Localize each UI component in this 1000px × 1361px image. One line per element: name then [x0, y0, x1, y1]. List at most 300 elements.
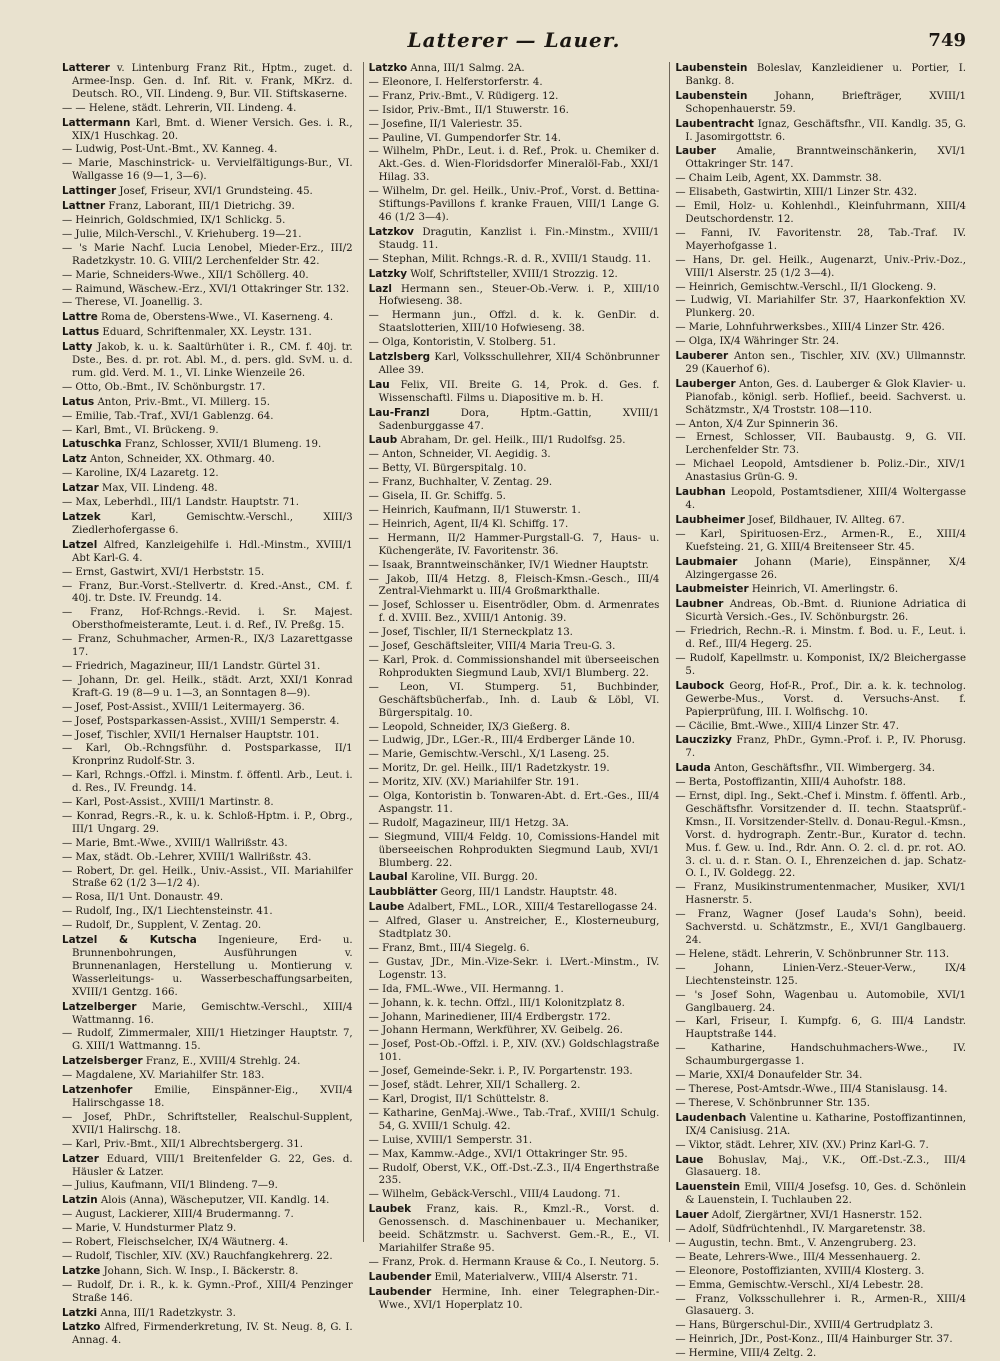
- directory-entry: [675, 145, 966, 172]
- entry-text: — Emil, Holz- u. Kohlenhdl., Kleinfuhrmann, XIII/4 Deutschordenstr. 12.: [675, 201, 967, 225]
- entry-text: — Josef, Tischler, II/1 Sterneckplatz 13.: [368, 627, 573, 639]
- entry-text: — Pauline, VI. Gumpendorfer Str. 14.: [368, 132, 561, 144]
- entry-surname: Lau-Franzl: [368, 406, 430, 419]
- directory-entry: [369, 463, 660, 476]
- entry-text: Emil, VIII/4 Josefsg. 10, Ges. d. Schönlein & Lauenstein, I. Tuchlauben 22.: [685, 1182, 967, 1207]
- entry-text: — Rudolf, Tischler, XIV. (XV.) Rauchfangkehrerg. 22.: [62, 1250, 333, 1262]
- directory-entry: [369, 77, 660, 90]
- directory-entry: [62, 634, 353, 660]
- entry-text: — Michael Leopold, Amtsdiener b. Poliz.-Dir., XIV/1 Anastasius Grün-G. 9.: [675, 459, 967, 484]
- directory-entry: [369, 682, 660, 721]
- entry-text: Johann, Sich. W. Insp., I. Bäckerstr. 8.: [103, 1265, 299, 1277]
- directory-entry: [62, 539, 353, 566]
- directory-entry: [369, 791, 660, 817]
- directory-entry: [62, 1139, 353, 1152]
- directory-entry: [62, 1194, 353, 1208]
- entry-text: — Karl, Spirituosen-Erz., Armen-R., E., XIII/4 Kuefsteing. 21, G. XIII/4 Breitenseer Str. 45.: [675, 528, 967, 553]
- entry-text: Franz, Schlosser, XVII/1 Blumeng. 19.: [124, 439, 322, 451]
- entry-text: — Karl, Rchngs.-Offzl. i. Minstm. f. öffentl. Arb., Leut. i. d. Res., IV. Freundg. 14.: [62, 770, 353, 795]
- directory-entry: [369, 871, 660, 885]
- directory-entry: [675, 295, 966, 321]
- directory-entry: [369, 735, 660, 748]
- directory-entry: [369, 1203, 660, 1256]
- directory-entry: [675, 1098, 966, 1111]
- entry-text: Marie, Gemischtw.-Verschl., XIII/4 Wattmanng. 16.: [72, 1001, 353, 1026]
- directory-entry: [62, 297, 353, 310]
- entry-surname: Laubek: [368, 1203, 412, 1216]
- entry-text: — Fanni, IV. Favoritenstr. 28, Tab.-Traf. IV. Mayerhofgasse 1.: [675, 227, 967, 252]
- directory-entry: [369, 600, 660, 626]
- entry-text: — Friedrich, Magazineur, III/1 Landstr. Gürtel 31.: [62, 660, 321, 672]
- entry-text: — Josefine, II/1 Valeriestr. 35.: [368, 118, 523, 130]
- entry-surname: Latzenhofer: [62, 1084, 133, 1097]
- entry-text: — Olga, Kontoristin, V. Stolberg. 51.: [368, 337, 556, 349]
- entry-surname: Laubender: [368, 1285, 432, 1298]
- directory-entry: [62, 326, 353, 340]
- directory-entry: [62, 675, 353, 701]
- entry-surname: Laubner: [675, 598, 724, 611]
- directory-entry: [675, 1181, 966, 1208]
- directory-entry: [369, 886, 660, 900]
- column-2: [363, 62, 660, 1311]
- directory-entry: [369, 1039, 660, 1065]
- entry-text: — Marie, Schneiders-Wwe., XII/1 Schöllerg. 40.: [62, 269, 309, 281]
- entry-surname: Latzek: [62, 511, 101, 523]
- directory-entry: [62, 1251, 353, 1264]
- entry-text: — Karl, Prok. d. Commissionshandel mit überseeischen Rohprodukten Siegmund Laub, XVI/1 Blumberg. 22.: [368, 654, 660, 679]
- directory-entry: [62, 716, 353, 729]
- entry-text: — Ida, FML.-Wwe., VII. Hermanng. 1.: [368, 983, 564, 995]
- entry-text: — Rudolf, Kapellmstr. u. Komponist, IX/2 Bleichergasse 5.: [675, 652, 967, 677]
- entry-surname: Lauczizky: [675, 734, 732, 747]
- entry-text: — Gisela, II. Gr. Schiffg. 5.: [368, 491, 506, 503]
- directory-entry: [369, 777, 660, 790]
- entry-surname: Laubenstein: [675, 89, 748, 102]
- directory-entry: [62, 284, 353, 297]
- entry-text: — Eleonore, I. Helferstorferstr. 4.: [368, 76, 543, 88]
- directory-entry: [675, 187, 966, 200]
- directory-entry: [62, 511, 353, 538]
- directory-entry: [369, 1012, 660, 1025]
- page-number: 749: [928, 30, 966, 51]
- directory-entry: [369, 749, 660, 762]
- entry-text: — Josef, PhDr., Schriftsteller, Realschul-Supplent, XVII/1 Halirschg. 18.: [62, 1111, 353, 1136]
- directory-entry: [675, 529, 966, 555]
- directory-entry: [62, 185, 353, 199]
- directory-entry: [675, 255, 966, 281]
- entry-surname: Latzke: [62, 1264, 101, 1277]
- directory-entry: [675, 990, 966, 1016]
- entry-text: Jakob, k. u. k. Saaltürhüter i. R., CM. f. 40j. tr. Dste., Bes. d. pr. rot. Abl. M., d. pers. gld. SvM. u. d. rum. gld. Verd. M. 1., VI. Linke Wienzeile 26.: [72, 342, 353, 379]
- entry-text: Anna, III/1 Radetzkystr. 3.: [100, 1307, 236, 1319]
- directory-entry: [369, 984, 660, 997]
- entry-text: — Heinrich, Gemischtw.-Verschl., II/1 Glockeng. 9.: [675, 281, 937, 293]
- entry-text: Bohuslav, Maj., V.K., Off.-Dst.-Z.3., III/4 Glasauerg. 18.: [685, 1154, 967, 1179]
- directory-entry: [62, 1237, 353, 1250]
- directory-entry: [369, 268, 660, 282]
- entry-text: — Ernest, Schlosser, VII. Baubaustg. 9, G. VII. Lerchenfelder Str. 73.: [675, 432, 967, 457]
- directory-entry: [62, 1180, 353, 1193]
- entry-text: — Therese, VI. Joanellig. 3.: [62, 297, 203, 309]
- entry-text: — Leon, VI. Stumperg. 51, Buchbinder, Geschäftsbücherfab., Inh. d. Laub & Löbl, VI. Bürgerspitalg. 10.: [368, 681, 660, 719]
- entry-text: — Rudolf, Oberst, V.K., Off.-Dst.-Z.3., II/4 Engerthstraße 235.: [368, 1162, 660, 1187]
- directory-entry: [369, 957, 660, 983]
- directory-entry: [369, 818, 660, 831]
- directory-entry: [369, 146, 660, 185]
- entry-text: Georg, III/1 Landstr. Hauptstr. 48.: [440, 887, 618, 899]
- entry-text: Anton, Schneider, XX. Othmarg. 40.: [89, 454, 275, 466]
- entry-text: Karl, Bmt. d. Wiener Versich. Ges. i. R., XIX/1 Huschkag. 20.: [72, 117, 353, 142]
- directory-entry: [62, 1307, 353, 1321]
- entry-text: — Emilie, Tab.-Traf., XVI/1 Gablenzg. 64.: [62, 410, 274, 422]
- entry-text: — Josef, Post-Ob.-Offzl. i. P., XIV. (XV.) Goldschlagstraße 101.: [368, 1039, 660, 1064]
- directory-entry: [369, 449, 660, 462]
- directory-entry: [675, 90, 966, 117]
- entry-text: — Elisabeth, Gastwirtin, XIII/1 Linzer Str. 432.: [675, 187, 918, 199]
- directory-entry: [62, 243, 353, 269]
- entry-text: — Rudolf, Magazineur, III/1 Hetzg. 3A.: [368, 817, 569, 829]
- entry-text: Ignaz, Geschäftsfhr., VII. Kandlg. 35, G. I. Jasomirgottstr. 6.: [685, 118, 967, 143]
- directory-entry: [675, 1112, 966, 1139]
- directory-entry: [675, 1334, 966, 1347]
- entry-text: — Hans, Dr. gel. Heilk., Augenarzt, Univ.-Priv.-Doz., VIII/1 Alserstr. 25 (1/2 3—4).: [675, 254, 967, 279]
- directory-entry: [369, 655, 660, 681]
- entry-surname: Lauberger: [675, 377, 736, 390]
- directory-entry: [369, 491, 660, 504]
- entry-text: Anton, Geschäftsfhr., VII. Wimbergerg. 34.: [714, 763, 936, 775]
- directory-entry: [62, 411, 353, 424]
- directory-entry: [675, 963, 966, 989]
- entry-text: Karoline, VII. Burgg. 20.: [410, 872, 538, 884]
- directory-entry: [675, 791, 966, 881]
- entry-text: Dora, Hptm.-Gattin, XVIII/1 Sadenburggasse 47.: [378, 407, 660, 432]
- entry-surname: Laubentracht: [675, 117, 754, 130]
- entry-text: Anton sen., Tischler, XIV. (XV.) Ullmannstr. 29 (Kauerhof 6).: [685, 351, 967, 375]
- entry-text: — Ernst, dipl. Ing., Sekt.-Chef i. Minstm. f. öffentl. Arb., Geschäftsfhr. Vorsitzender d. II. techn. Staatsprüf.-Kmsn., II. Vorsitzender-Stellv. d. Donau-Regul.-Kmsn., Vorst. d. hydrograph. Zentr.-Bur., Kurator d. techn. Mus. f. Gew. u. Ind., Rdr. Ann. O. 2. cl. d. pr. rot. AO. 3. cl. u. d. r. Stan. O. I., Ehrenzeichen d. jap. Schatz-O. I., IV. Goldegg. 22.: [675, 791, 967, 880]
- entry-surname: Lattre: [62, 311, 98, 324]
- page-title: Latterer — Lauer.: [407, 28, 621, 52]
- directory-entry: [62, 468, 353, 481]
- entry-text: Franz, PhDr., Gymn.-Prof. i. P., IV. Phorusg. 7.: [685, 735, 966, 760]
- entry-surname: Lauberer: [675, 350, 729, 363]
- entry-surname: Latus: [62, 395, 95, 408]
- entry-text: Josef, Friseur, XVI/1 Grundsteing. 45.: [119, 186, 313, 198]
- entry-text: — Raimund, Wäschew.-Erz., XVI/1 Ottakringer Str. 132.: [62, 283, 350, 295]
- entry-text: — Moritz, XIV. (XV.) Mariahilfer Str. 191.: [368, 777, 579, 789]
- directory-entry: [62, 144, 353, 157]
- entry-surname: Lattner: [62, 200, 106, 213]
- directory-entry: [369, 407, 660, 434]
- entry-text: — Franz, Bmt., III/4 Siegelg. 6.: [368, 943, 530, 954]
- entry-surname: Latzelberger: [62, 1000, 137, 1013]
- directory-entry: [62, 1028, 353, 1054]
- entry-text: — Karl, Friseur, I. Kumpfg. 6, G. III/4 Landstr. Hauptstraße 144.: [675, 1016, 967, 1041]
- directory-entry: [675, 1084, 966, 1097]
- directory-entry: [62, 1280, 353, 1306]
- directory-entry: [369, 1163, 660, 1189]
- entry-text: — Franz, Hof-Rchngs.-Revid. i. Sr. Majest. Obersthofmeisteramte, Leut. i. d. Ref., IV. Preßg. 15.: [62, 607, 353, 632]
- entry-text: — Luise, XVIII/1 Semperstr. 31.: [368, 1134, 533, 1146]
- entry-surname: Laube: [368, 901, 405, 914]
- entry-surname: Latzelsberger: [62, 1055, 143, 1068]
- entry-text: — Karl, Drogist, II/1 Schüttelstr. 8.: [368, 1093, 549, 1105]
- entry-text: — Karl, Post-Assist., XVIII/1 Martinstr. 8.: [62, 797, 274, 809]
- directory-entry: [369, 1149, 660, 1162]
- entry-surname: Latzel & Kutscha: [62, 934, 197, 947]
- directory-entry: [675, 173, 966, 186]
- entry-text: — Johann Hermann, Werkführer, XV. Geibelg. 26.: [368, 1025, 623, 1037]
- entry-text: — Johann, Linien-Verz.-Steuer-Verw., IX/4 Liechtensteinstr. 125.: [675, 962, 967, 987]
- directory-entry: [675, 486, 966, 513]
- entry-text: — Jakob, III/4 Hetzg. 8, Fleisch-Kmsn.-Gesch., III/4 Zentral-Viehmarkt u. III/4 Großmarkthalle.: [368, 573, 660, 598]
- entry-surname: Lazl: [368, 282, 392, 295]
- entry-text: Johann, Briefträger, XVIII/1 Schopenhauerstr. 59.: [685, 90, 966, 115]
- entry-text: — Marie, Maschinstrick- u. Vervielfältigungs-Bur., VI. Wallgasse 16 (9—1, 3—6).: [62, 158, 353, 183]
- entry-text: — Viktor, städt. Lehrer, XIV. (XV.) Prinz Karl-G. 7.: [675, 1139, 929, 1151]
- entry-text: Dragutin, Kanzlist i. Fin.-Minstm., XVIII/1 Staudg. 11.: [378, 226, 660, 251]
- directory-entry: [369, 1108, 660, 1134]
- entry-text: — Ludwig, VI. Mariahilfer Str. 37, Haarkonfektion XV. Plunkerg. 20.: [675, 295, 967, 320]
- directory-entry: [62, 425, 353, 438]
- entry-text: — Wilhelm, Dr. gel. Heilk., Univ.-Prof., Vorst. d. Bettina-Stiftungs-Pavillons f. kranke Frauen, VIII/1 Lange G. 46 (1/2 3—4).: [368, 186, 660, 223]
- entry-text: Josef, Bildhauer, IV. Allteg. 67.: [748, 514, 905, 526]
- entry-text: — Rudolf, Zimmermaler, XIII/1 Hietzinger Hauptstr. 7, G. XIII/1 Wattmanng. 15.: [62, 1028, 353, 1053]
- entry-text: Boleslav, Kanzleidiener u. Portier, I. Bankg. 8.: [685, 63, 966, 87]
- entry-surname: Lattus: [62, 326, 100, 339]
- entry-surname: Laubblätter: [368, 886, 438, 899]
- directory-entry: [62, 567, 353, 580]
- entry-text: Franz, Laborant, III/1 Dietrichg. 39.: [108, 201, 295, 213]
- entry-surname: Laubender: [368, 1270, 432, 1283]
- entry-text: — Hans, Bürgerschul-Dir., XVIII/4 Gertrudplatz 3.: [675, 1320, 934, 1332]
- directory-entry: [369, 254, 660, 267]
- directory-entry: [62, 797, 353, 810]
- entry-text: — Franz, Prok. d. Hermann Krause & Co., I. Neutorg. 5.: [368, 1256, 660, 1268]
- entry-surname: Latterer: [62, 62, 110, 74]
- directory-entry: [675, 1320, 966, 1333]
- entry-text: — Max, Kammw.-Adge., XVI/1 Ottakringer Str. 95.: [368, 1148, 628, 1160]
- directory-entry: [675, 949, 966, 962]
- entry-text: — Leopold, Schneider, IX/3 Gießerg. 8.: [368, 721, 571, 733]
- entry-text: — Magdalene, XV. Mariahilfer Str. 183.: [62, 1070, 265, 1082]
- directory-entry: [369, 105, 660, 118]
- directory-entry: [675, 721, 966, 734]
- entry-surname: Latzko: [368, 62, 408, 74]
- entry-surname: Lauber: [675, 145, 716, 158]
- directory-entry: [675, 777, 966, 790]
- directory-entry: [62, 743, 353, 769]
- directory-entry: [675, 1224, 966, 1237]
- entry-text: — Katharine, Handschuhmachers-Wwe., IV. Schaumburgergasse 1.: [675, 1043, 967, 1068]
- directory-entry: [675, 653, 966, 679]
- entry-text: — Josef, Postsparkassen-Assist., XVIII/1 Semperstr. 4.: [62, 715, 340, 727]
- entry-text: — Isidor, Priv.-Bmt., II/1 Stuwerstr. 16.: [368, 104, 569, 116]
- directory-entry: [369, 1135, 660, 1148]
- entry-text: Emil, Materialverw., VIII/4 Alserstr. 71.: [434, 1271, 638, 1283]
- directory-entry: [62, 892, 353, 905]
- entry-text: — Karl, Ob.-Rchngsführ. d. Postsparkasse, II/1 Kronprinz Rudolf-Str. 3.: [62, 743, 353, 768]
- entry-text: — Beate, Lehrers-Wwe., III/4 Messenhauerg. 2.: [675, 1251, 921, 1263]
- entry-text: — Karl, Priv.-Bmt., XII/1 Albrechtsbergerg. 31.: [62, 1138, 303, 1150]
- entry-text: — Franz, Wagner (Josef Lauda's Sohn), beeid. Sachverstd. u. Schätzmstr., E., XVI/1 Ganglbauerg. 24.: [675, 909, 967, 946]
- entry-text: Abraham, Dr. gel. Heilk., III/1 Rudolfsg. 25.: [400, 435, 626, 447]
- entry-text: — Rudolf, Ing., IX/1 Liechtensteinstr. 41.: [62, 906, 273, 918]
- entry-text: — Josef, städt. Lehrer, XII/1 Schallerg. 2.: [368, 1080, 581, 1092]
- entry-text: — Berta, Postoffizantin, XIII/4 Auhofstr. 188.: [675, 777, 906, 789]
- entry-text: — Josef, Geschäftsleiter, VIII/4 Maria Treu-G. 3.: [368, 641, 616, 653]
- entry-surname: Latzkov: [368, 225, 414, 238]
- entry-surname: Lattinger: [62, 185, 117, 198]
- directory-entry: [369, 91, 660, 104]
- directory-entry: [62, 482, 353, 496]
- directory-entry: [675, 378, 966, 418]
- directory-entry: [62, 661, 353, 674]
- directory-entry: [369, 62, 660, 76]
- directory-entry: [369, 477, 660, 490]
- entry-text: — Marie, Gemischtw.-Verschl., X/1 Laseng. 25.: [368, 749, 610, 761]
- directory-entry: [675, 680, 966, 720]
- directory-entry: [62, 438, 353, 452]
- directory-entry: [62, 1070, 353, 1083]
- directory-entry: [369, 574, 660, 600]
- entry-text: — Friedrich, Rechn.-R. i. Minstm. f. Bod. u. F., Leut. i. d. Ref., III/4 Hegerg. 25.: [675, 626, 967, 651]
- directory-entry: [62, 730, 353, 743]
- entry-surname: Latty: [62, 341, 93, 354]
- entry-text: — Wilhelm, PhDr., Leut. i. d. Ref., Prok. u. Chemiker d. Akt.-Ges. d. Wien-Floridsdorfer Mineralöl-Fab., XXI/1 Hilag. 33.: [368, 146, 660, 184]
- entry-text: Alois (Anna), Wäscheputzer, VII. Kandlg. 14.: [100, 1195, 330, 1207]
- directory-entry: [675, 350, 966, 377]
- entry-text: — Siegmund, VIII/4 Feldg. 10, Comissions-Handel mit überseeischen Rohprodukten Siegmund Laub, XVI/1 Blumberg. 22.: [368, 831, 660, 869]
- directory-entry: [369, 998, 660, 1011]
- entry-text: — Ludwig, Post-Unt.-Bmt., XV. Kanneg. 4.: [62, 144, 278, 156]
- directory-entry: [369, 1025, 660, 1038]
- directory-entry: [62, 934, 353, 1000]
- directory-entry: [369, 337, 660, 350]
- directory-entry: [369, 722, 660, 735]
- entry-surname: Laubheimer: [675, 513, 745, 526]
- entry-surname: Lauenstein: [675, 1181, 740, 1194]
- entry-text: — Max, städt. Ob.-Lehrer, XVIII/1 Wallrißstr. 43.: [62, 851, 312, 863]
- entry-text: — Marie, Bmt.-Wwe., XVIII/1 Wallrißstr. 43.: [62, 837, 288, 849]
- entry-text: — Robert, Fleischselcher, IX/4 Wäutnerg. 4.: [62, 1237, 289, 1249]
- directory-entry: [369, 1271, 660, 1285]
- directory-entry: [62, 158, 353, 184]
- entry-surname: Laudenbach: [675, 1111, 747, 1124]
- entry-text: Alfred, Firmenderkretung, IV. St. Neug. 8, G. I. Annag. 4.: [72, 1322, 353, 1347]
- entry-text: Hermine, Inh. einer Telegraphen-Dir.-Wwe., XVI/1 Hoperplatz 10.: [378, 1286, 660, 1311]
- entry-text: — Johann, k. k. techn. Offzl., III/1 Kolonitzplatz 8.: [368, 997, 625, 1009]
- entry-text: — Johann, Dr. gel. Heilk., städt. Arzt, XXI/1 Konrad Kraft-G. 19 (8—9 u. 1—3, an Sonntagen 8—9).: [62, 674, 353, 699]
- entry-surname: Latz: [62, 453, 87, 466]
- directory-entry: [675, 1140, 966, 1153]
- entry-text: — August, Lackierer, XIII/4 Brudermanng. 7.: [62, 1209, 294, 1221]
- entry-surname: Laue: [675, 1153, 704, 1166]
- directory-entry: [675, 514, 966, 528]
- entry-surname: Laubal: [368, 871, 408, 884]
- directory-entry: [369, 283, 660, 310]
- entry-text: — Rudolf, Dr. i. R., k. k. Gymn.-Prof., XIII/4 Penzinger Straße 146.: [62, 1279, 353, 1304]
- column-1: [62, 62, 353, 1347]
- directory-entry: [62, 811, 353, 837]
- entry-text: — Wilhelm, Gebäck-Verschl., VIII/4 Laudong. 71.: [368, 1189, 621, 1201]
- entry-text: — Olga, Kontoristin b. Tonwaren-Abt. d. Ert.-Ges., III/4 Aspangstr. 11.: [368, 791, 660, 815]
- directory-entry: [675, 734, 966, 761]
- directory-entry: [62, 200, 353, 214]
- directory-entry: [369, 1189, 660, 1202]
- directory-entry: [62, 1112, 353, 1138]
- entry-surname: Latzer: [62, 1152, 99, 1165]
- entry-text: Adolf, Ziergärtner, XVI/1 Hasnerstr. 152.: [711, 1210, 923, 1222]
- entry-text: — Otto, Ob.-Bmt., IV. Schönburgstr. 17.: [62, 381, 266, 393]
- directory-entry: [369, 1094, 660, 1107]
- directory-entry: [675, 626, 966, 652]
- entry-text: — Chaim Leib, Agent, XX. Dammstr. 38.: [675, 173, 882, 185]
- entry-surname: Latzky: [368, 267, 408, 280]
- entry-text: — Marie, Lohnfuhrwerksbes., XIII/4 Linzer Str. 426.: [675, 322, 945, 334]
- entry-text: — Alfred, Glaser u. Anstreicher, E., Klosterneuburg, Stadtplatz 30.: [368, 916, 660, 941]
- entry-surname: Lattermann: [62, 116, 131, 129]
- entry-text: — 's Marie Nachf. Lucia Lenobel, Mieder-Erz., III/2 Radetzkystr. 10. G. VIII/2 Lerchenfelder Str. 42.: [62, 242, 353, 267]
- directory-entry: [369, 1066, 660, 1079]
- entry-text: — Stephan, Milit. Rchngs.-R. d. R., XVIII/1 Staudg. 11.: [368, 253, 651, 265]
- entry-text: Max, VII. Lindeng. 48.: [102, 483, 218, 495]
- directory-entry: [62, 906, 353, 919]
- entry-text: — Josef, Post-Assist., XVIII/1 Leitermayerg. 36.: [62, 701, 305, 713]
- directory-entry: [675, 282, 966, 295]
- directory-entry: [62, 311, 353, 325]
- entry-surname: Lauda: [675, 762, 711, 775]
- entry-text: Andreas, Ob.-Bmt. d. Riunione Adriatica di Sicurtà Versich.-Ges., IV. Schönburgstr. 26.: [685, 599, 967, 624]
- entry-text: — Gustav, JDr., Min.-Vize-Sekr. i. LVert.-Minstm., IV. Logenstr. 13.: [368, 956, 660, 981]
- directory-entry: [62, 341, 353, 381]
- directory-entry: [62, 270, 353, 283]
- entry-text: — Julius, Kaufmann, VII/1 Blindeng. 7—9.: [62, 1180, 278, 1192]
- directory-entry: [369, 901, 660, 915]
- directory-entry: [369, 186, 660, 225]
- entry-text: — Heinrich, Agent, II/4 Kl. Schiffg. 17.: [368, 518, 569, 530]
- directory-entry: [62, 1223, 353, 1236]
- entry-surname: Latzko: [62, 1321, 101, 1334]
- directory-entry: [369, 1080, 660, 1093]
- entry-text: Karl, Volksschullehrer, XII/4 Schönbrunner Allee 39.: [378, 352, 660, 376]
- entry-surname: Laubmaier: [675, 555, 738, 568]
- directory-entry: [62, 920, 353, 933]
- entry-text: — Olga, IX/4 Währinger Str. 24.: [675, 336, 839, 348]
- entry-text: Adalbert, FML., LOR., XIII/4 Testarellogasse 24.: [407, 902, 658, 914]
- entry-text: v. Lintenburg Franz Rit., Hptm., zuget. d. Armee-Insp. Gen. d. Inf. Rit. v. Frank, MKrz. d. Deutsch. RO., VII. Lindeng. 9, Bur. VII. Stiftskaserne.: [72, 63, 353, 100]
- directory-entry: [675, 1348, 966, 1361]
- directory-entry: [369, 519, 660, 532]
- entry-text: — Ernst, Gastwirt, XVI/1 Herbststr. 15.: [62, 566, 265, 578]
- entry-text: — Heinrich, Goldschmied, IX/1 Schlickg. 5.: [62, 214, 286, 226]
- entry-text: — Hermann jun., Offzl. d. k. k. GenDir. d. Staatslotterien, XIII/10 Hofwieseng. 38.: [368, 310, 660, 335]
- directory-entry: [675, 336, 966, 349]
- directory-entry: [62, 1001, 353, 1028]
- directory-entry: [675, 201, 966, 227]
- entry-text: — Moritz, Dr. gel. Heilk., III/1 Radetzkystr. 19.: [368, 763, 610, 775]
- directory-entry: [675, 432, 966, 458]
- directory-entry: [675, 322, 966, 335]
- entry-text: — Cäcilie, Bmt.-Wwe., XIII/4 Linzer Str. 47.: [675, 720, 899, 732]
- columns: [62, 62, 967, 1360]
- entry-surname: Laubenstein: [675, 62, 748, 74]
- directory-entry: [675, 459, 966, 485]
- entry-text: — — Helene, städt. Lehrerin, VII. Lindeng. 4.: [62, 102, 297, 114]
- entry-text: Eduard, Schriftenmaler, XX. Leystr. 131.: [102, 327, 312, 339]
- directory-entry: [369, 1257, 660, 1270]
- directory-entry: [369, 133, 660, 146]
- entry-text: Anton, Priv.-Bmt., VI. Millerg. 15.: [97, 396, 270, 408]
